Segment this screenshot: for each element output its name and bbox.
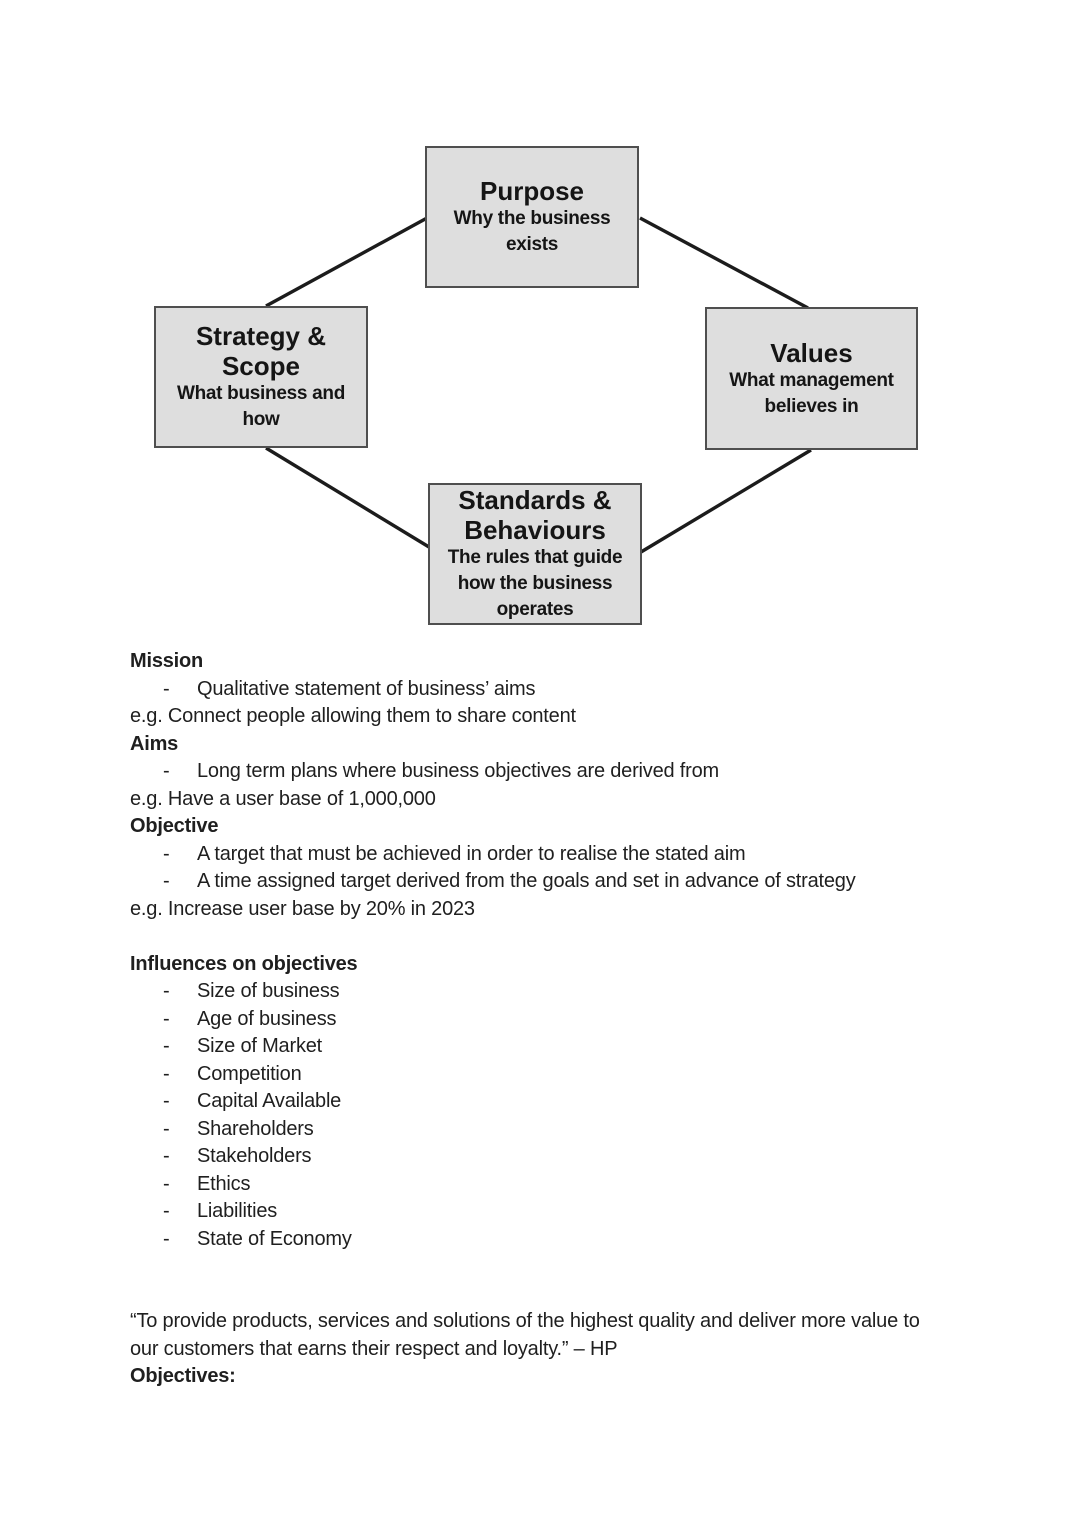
influence-item [130, 1198, 1050, 1226]
diagram-box-purpose [425, 146, 639, 288]
influence-item [130, 1033, 1050, 1061]
diagram-box-standards-behaviours [428, 483, 642, 625]
blank-line [130, 1281, 1050, 1309]
influence-item-text: Size of Market [197, 1035, 323, 1057]
influences-heading: Influences on objectives [130, 952, 358, 975]
influence-item-text: Shareholders [197, 1117, 314, 1140]
strategy-subtitle [177, 381, 345, 433]
bullet-dash: - [163, 1007, 170, 1030]
influence-item-text: Age of business [197, 1007, 337, 1030]
objective-bullet-2-text: A time assigned target derived from the goals and set in advance of strategy [197, 870, 856, 892]
strategy-title-line: Strategy & [195, 321, 327, 351]
bullet-dash: - [163, 1227, 170, 1250]
influence-item-text: State of Economy [197, 1227, 352, 1250]
blank-line [130, 1253, 1050, 1281]
standards-subtitle-line: The rules that guide [447, 547, 623, 568]
purpose-subtitle-line: exists [505, 234, 559, 255]
standards-subtitle-line: operates [496, 599, 574, 620]
strategy-title [196, 321, 326, 381]
objective-bullet-2 [130, 868, 1050, 896]
connector-purpose-to-values [640, 218, 808, 308]
bullet-dash: - [163, 870, 170, 892]
strategy-subtitle-line: how [242, 409, 280, 430]
influence-item-text: Capital Available [197, 1090, 342, 1112]
bullet-dash: - [163, 980, 170, 1002]
bullet-dash: - [163, 677, 170, 700]
bullet-dash: - [163, 1090, 170, 1112]
strategy-title-line: Scope [221, 351, 300, 381]
aims-bullet-text: Long term plans where business objectives are derived from [197, 760, 720, 782]
strategy-subtitle-line: What business and [176, 383, 346, 404]
standards-title-line: Behaviours [464, 515, 606, 545]
diagram-box-strategy-scope [154, 306, 368, 448]
hp-quote-line-2: our customers that earns their respect and loyalty.” – HP [130, 1337, 618, 1360]
influence-item-text: Stakeholders [197, 1145, 312, 1167]
influence-item [130, 1143, 1050, 1171]
influence-item [130, 978, 1050, 1006]
influence-item [130, 1226, 1050, 1254]
influence-item-text: Liabilities [197, 1200, 278, 1222]
bullet-dash: - [163, 1062, 170, 1085]
bullet-dash: - [163, 1145, 170, 1167]
mission-bullet [130, 676, 1050, 704]
mission-heading: Mission [130, 650, 204, 672]
influence-item-text: Ethics [197, 1172, 251, 1195]
objective-bullet-1-text: A target that must be achieved in order to realise the stated aim [197, 842, 746, 865]
influence-item [130, 1171, 1050, 1199]
blank-line [130, 923, 1050, 951]
influence-item-text: Competition [197, 1062, 302, 1085]
mission-bullet-text: Qualitative statement of business’ aims [197, 677, 536, 700]
values-title: Values [770, 337, 853, 368]
bullet-dash: - [163, 1117, 170, 1140]
business-model-diagram [0, 0, 1080, 700]
standards-subtitle [448, 545, 623, 623]
influence-item-text: Size of business [197, 980, 340, 1002]
objective-bullet-1 [130, 841, 1050, 869]
bullet-dash: - [163, 1200, 170, 1222]
connector-strategy-to-standards [266, 448, 429, 547]
influence-item [130, 1088, 1050, 1116]
connector-values-to-standards [641, 450, 811, 552]
bullet-dash: - [163, 1172, 170, 1195]
purpose-title: Purpose [479, 176, 585, 206]
mission-example: e.g. Connect people allowing them to share content [130, 705, 576, 727]
aims-bullet [130, 758, 1050, 786]
influence-item [130, 1116, 1050, 1144]
bullet-dash: - [163, 1035, 170, 1057]
diagram-box-values [705, 307, 918, 450]
objective-heading: Objective [130, 815, 219, 837]
aims-example: e.g. Have a user base of 1,000,000 [130, 787, 436, 810]
influence-item [130, 1006, 1050, 1034]
notes-text [130, 648, 1050, 1391]
values-subtitle-line: believes in [764, 395, 859, 417]
standards-title-line: Standards & [458, 485, 612, 515]
bullet-dash: - [163, 842, 170, 865]
values-subtitle [729, 368, 893, 420]
values-subtitle-line: What management [729, 369, 894, 391]
objective-example: e.g. Increase user base by 20% in 2023 [130, 897, 475, 920]
standards-subtitle-line: how the business [457, 573, 613, 594]
influence-item [130, 1061, 1050, 1089]
aims-heading: Aims [130, 732, 179, 755]
hp-quote-line-1: “To provide products, services and solutions of the highest quality and deliver more value to [130, 1310, 920, 1332]
standards-title [458, 485, 611, 545]
bullet-dash: - [163, 760, 170, 782]
purpose-subtitle [454, 206, 611, 258]
connector-strategy-to-purpose [266, 218, 427, 306]
objectives-heading: Objectives: [130, 1365, 236, 1387]
purpose-subtitle-line: Why the business [453, 208, 611, 229]
